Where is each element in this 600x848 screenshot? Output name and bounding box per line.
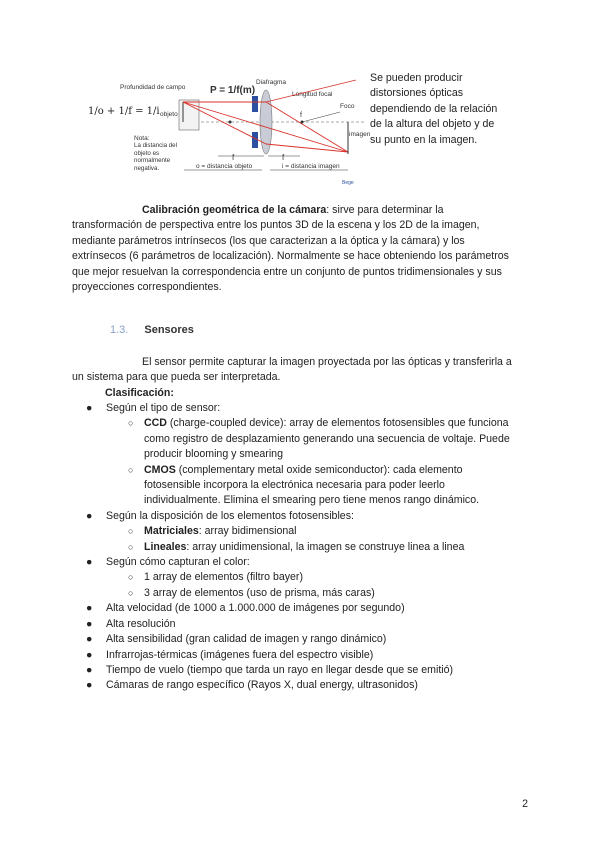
list-item: ● Tiempo de vuelo (tiempo que tarda un rayo en llegar desde que se emitió) [86, 663, 454, 676]
list-item: ○ 3 array de elementos (uso de prisma, más caras) [128, 586, 375, 599]
object-distance-label: o = distancia objeto [196, 163, 253, 170]
list-item: ○ CCD (charge-coupled device): array de elementos fotosensibles que funciona como registro de desplazamiento generando una secuencia de voltaje. Puede producir blooming y smearing [128, 417, 510, 461]
thin-lens-formula: 1/o + 1/f = 1/i [88, 106, 160, 117]
image-distance-label: i = distancia imagen [282, 163, 340, 170]
focal-length-label: Longitud focal [292, 91, 333, 98]
page-number: 2 [522, 798, 528, 810]
svg-text:f: f [300, 112, 302, 119]
list-item: ● Alta sensibilidad (gran calidad de imagen y rango dinámico) [86, 633, 387, 646]
list-item: ● Según cómo capturan el color: ○ 1 array de elementos (filtro bayer) ○ 3 array de elementos (uso de prisma, más caras) [86, 555, 516, 601]
intro-paragraph: El sensor permite capturar la imagen proyectada por las ópticas y transferirla a un sistema para que pueda ser interpretada. [72, 356, 512, 384]
svg-text:f: f [232, 153, 235, 162]
sensor-classification-list [86, 401, 516, 694]
list-item: ● Alta resolución [86, 617, 176, 630]
calibration-term: Calibración geométrica de la cámara [142, 204, 327, 216]
depth-of-field-label: Profundidad de campo [120, 84, 186, 91]
note-title: Nota: [134, 135, 150, 142]
object-label: objeto [160, 111, 178, 118]
section-heading [110, 324, 194, 336]
list-item: ● Según el tipo de sensor: ○ CCD (charge-coupled device): array de elementos fotosensibles que funciona como registro de desplazamiento generando una secuencia de voltaje. Puede producir blooming y smearing ○ CMOS (complementary metal oxide semiconductor): cada elemento fotosensible incorpora la electrónica necesaria para poder leerlo individualmente. Elimina el smearing pero tiene menos rango dinámico. [86, 401, 516, 509]
diaphragm [252, 96, 258, 112]
list-item: ● Según la disposición de los elementos fotosensibles: ○ Matriciales: array bidimensional ○ Lineales: array unidimensional, la imagen se construye linea a linea [86, 509, 516, 555]
list-item: ○ 1 array de elementos (filtro bayer) [128, 571, 303, 584]
svg-text:f: f [282, 153, 285, 162]
object-box [179, 100, 199, 130]
classification-label: Clasificación: [105, 387, 174, 399]
diaphragm-label: Diafragma [256, 79, 286, 86]
list-item: ● Cámaras de rango específico (Rayos X, dual energy, ultrasonidos) [86, 679, 418, 692]
focus-label: Foco [340, 103, 355, 110]
image-label: imagen [349, 131, 371, 138]
calibration-text: : sirve para determinar la transformación de perspectiva entre los puntos 3D de la escena y los 2D de la imagen, mediante parámetros intrínsecos (los que caracterizan a la óptica y la cámara) y los extrínsecos (6 parámetros de localización). Normalmente se hace obteniendo los parámetros que mejor resuelvan la correspondencia entre un conjunto de puntos tridimensionales y sus proyecciones correspondientes. [72, 204, 509, 294]
optics-lens-diagram [86, 72, 371, 190]
list-item: ○ Lineales: array unidimensional, la imagen se construye linea a linea [128, 540, 465, 553]
list-item: ○ CMOS (complementary metal oxide semiconductor): cada elemento fotosensible incorpora la electrónica necesaria para poder leerlo individualmente. Elimina el smearing pero tiene menos rango dinámico. [128, 463, 480, 507]
note-body: La distancia del objeto es normalmente negativa. [134, 142, 177, 172]
section-number: 1.3. [110, 324, 129, 336]
power-formula: P = 1/f(m) [210, 85, 256, 96]
section-title: Sensores [144, 324, 194, 336]
side-note: Se pueden producir distorsiones ópticas dependiendo de la relación de la altura del objeto y de su punto en la imagen. [370, 72, 498, 146]
list-item: ● Alta velocidad (de 1000 a 1.000.000 de imágenes por segundo) [86, 602, 405, 615]
list-item: ○ Matriciales: array bidimensional [128, 525, 297, 538]
calibration-paragraph [72, 203, 512, 295]
figure-logo: Bege [342, 180, 354, 186]
list-item: ● Infrarrojas-térmicas (imágenes fuera del espectro visible) [86, 648, 374, 661]
